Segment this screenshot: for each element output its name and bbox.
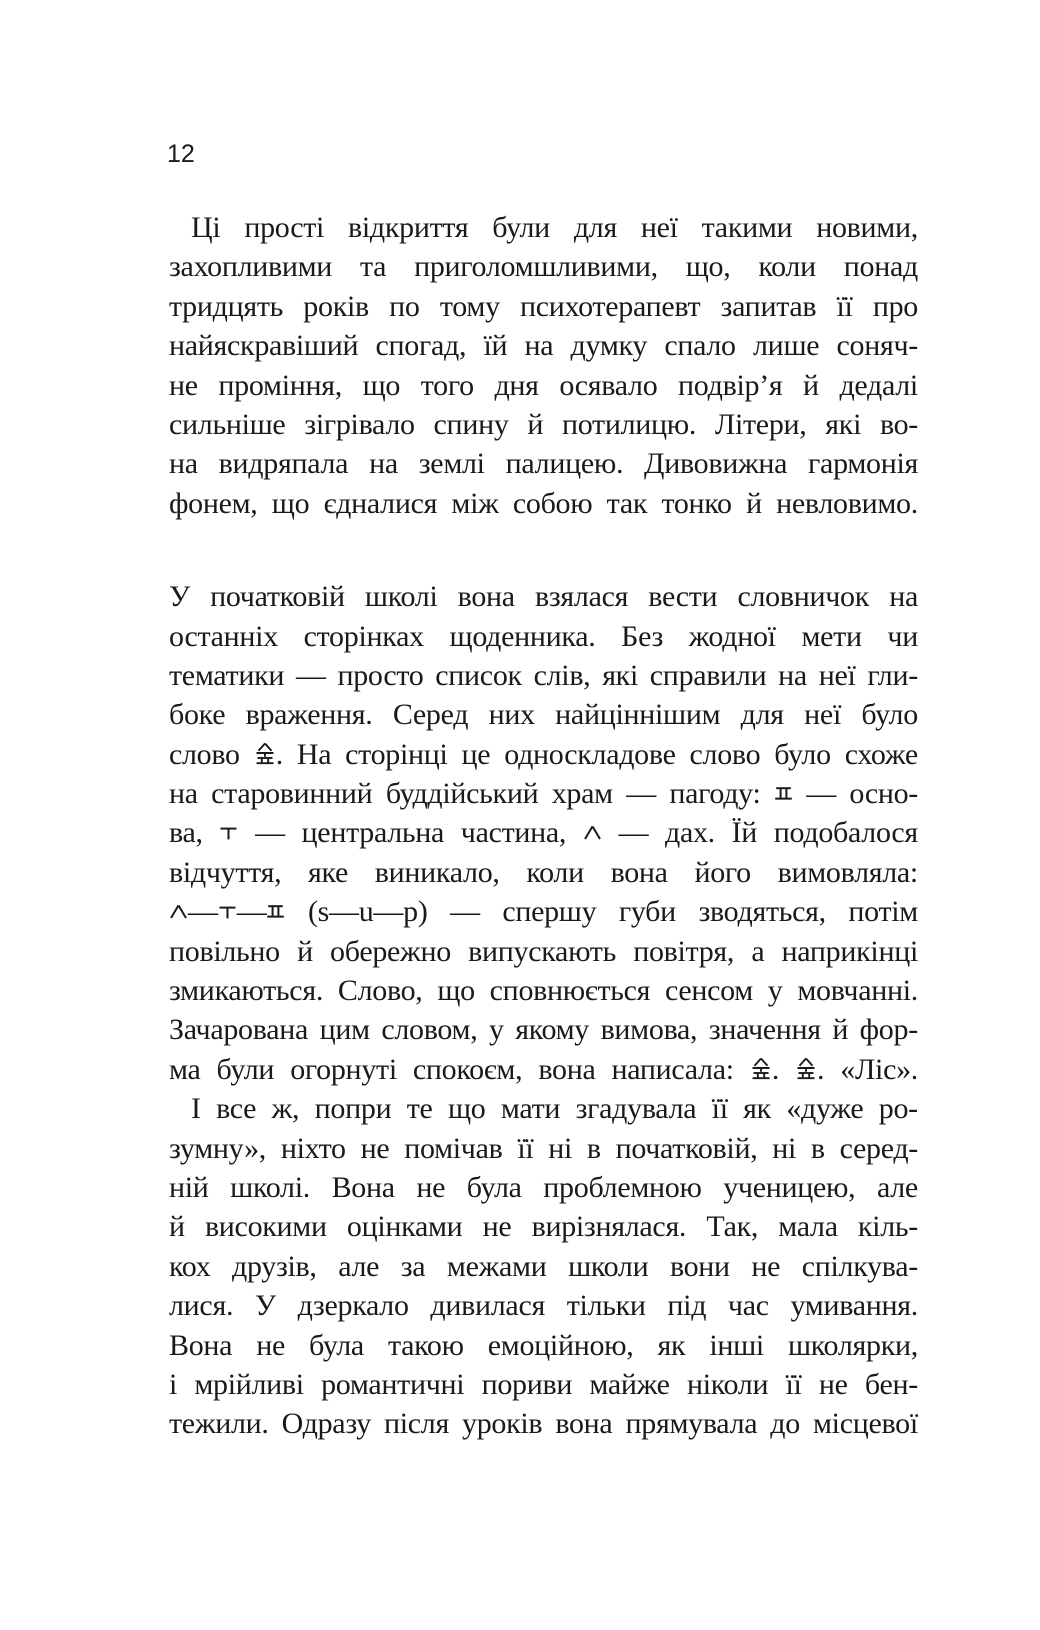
- word: зводяться,: [698, 895, 826, 929]
- word: —: [618, 816, 649, 850]
- word: було: [861, 698, 918, 732]
- word: зумну»,: [169, 1131, 267, 1165]
- word: сторінці: [345, 737, 448, 771]
- word: тонко: [661, 486, 732, 520]
- word: центральна: [301, 816, 445, 850]
- word: повільно: [169, 934, 280, 968]
- word: цим: [319, 1013, 370, 1047]
- word: не: [169, 368, 198, 402]
- word: неї: [640, 211, 678, 244]
- text-line: [169, 577, 918, 616]
- word: видряпала: [218, 447, 349, 481]
- word: й: [746, 486, 762, 520]
- word: тематики: [169, 658, 285, 692]
- word: за: [400, 1249, 426, 1283]
- word: й: [527, 407, 544, 441]
- word: такою: [387, 1328, 464, 1362]
- word: в: [586, 1131, 601, 1165]
- text-line: [169, 326, 918, 365]
- word: них: [488, 698, 535, 732]
- text-line: [169, 366, 918, 405]
- word: словничок: [737, 580, 870, 614]
- word: й: [169, 1210, 185, 1244]
- word: а: [751, 934, 765, 968]
- word: вони: [669, 1249, 730, 1283]
- word: невловимо.: [776, 486, 918, 520]
- word: по: [389, 289, 420, 323]
- word: спину: [433, 407, 509, 441]
- word: [219, 813, 238, 852]
- word: приголомшливими,: [414, 250, 658, 284]
- word: написала:: [611, 1052, 734, 1086]
- word: відчуття,: [169, 855, 282, 889]
- text-line: [169, 1168, 918, 1207]
- word: гли-: [867, 658, 918, 692]
- word: вона: [538, 1052, 596, 1086]
- word: Ці: [191, 211, 221, 244]
- word: сповнюється: [489, 974, 651, 1008]
- word: були: [216, 1052, 275, 1086]
- word: майже: [589, 1367, 670, 1401]
- word: для: [740, 698, 784, 732]
- text-line: [169, 405, 918, 444]
- word: все: [216, 1092, 257, 1126]
- word: словом,: [381, 1013, 478, 1047]
- word: значення: [708, 1013, 821, 1047]
- word: вирізнялася.: [531, 1210, 687, 1244]
- word: дах.: [665, 816, 715, 850]
- word: єдналися: [323, 486, 438, 520]
- word: попри: [314, 1092, 392, 1126]
- word: сильніше: [169, 407, 286, 441]
- word: була: [309, 1328, 364, 1362]
- word: понад: [843, 250, 918, 284]
- word: .: [795, 1050, 824, 1089]
- word: на: [369, 447, 398, 481]
- word: во-: [879, 407, 918, 441]
- word: спокоєм,: [412, 1052, 523, 1086]
- word: якому: [515, 1013, 589, 1047]
- hangul-syllable-sup-glyph: [750, 1057, 772, 1080]
- word: випускають: [468, 934, 616, 968]
- word: лися.: [169, 1289, 234, 1323]
- word: згадувала: [575, 1092, 697, 1126]
- text-line: [169, 1326, 918, 1365]
- word: які: [825, 407, 862, 441]
- word: проміння,: [218, 368, 342, 402]
- word: спало: [664, 329, 736, 363]
- word: що: [437, 974, 475, 1008]
- word: які: [602, 658, 638, 692]
- word: у: [767, 974, 783, 1008]
- paragraph: [169, 208, 918, 523]
- hangul-jamo-s-glyph: [583, 825, 602, 840]
- word: Одразу: [281, 1407, 371, 1441]
- word: було: [774, 737, 831, 771]
- word: але: [338, 1249, 380, 1283]
- hangul-jamo-u-glyph: [219, 825, 238, 840]
- word: — —: [169, 892, 285, 931]
- text-line: [169, 247, 918, 286]
- hangul-jamo-p-glyph: [266, 904, 285, 919]
- word: «дуже: [786, 1092, 864, 1126]
- text-line: [169, 1010, 918, 1049]
- word: про: [872, 289, 918, 323]
- word: що: [362, 368, 401, 402]
- word: враження.: [245, 698, 373, 732]
- word: його: [694, 855, 751, 889]
- word: коли: [526, 855, 584, 889]
- word: не: [818, 1367, 848, 1401]
- word: слово: [169, 737, 240, 771]
- word: землі: [418, 447, 485, 481]
- word: її: [836, 289, 853, 323]
- word: На: [296, 737, 332, 771]
- text-line: [169, 1129, 918, 1168]
- word: Їй: [731, 816, 758, 850]
- word: на: [169, 447, 198, 481]
- word: проблемною: [543, 1170, 702, 1204]
- hangul-jamo-s-glyph: [169, 904, 188, 919]
- word: початковій,: [615, 1131, 758, 1165]
- word: бен-: [864, 1367, 918, 1401]
- word: змикаються.: [169, 974, 324, 1008]
- word: слів,: [533, 658, 591, 692]
- word: інші: [709, 1328, 764, 1362]
- word: це: [461, 737, 491, 771]
- word: місцевої: [813, 1407, 918, 1441]
- word: Вона: [169, 1328, 233, 1362]
- word: але: [876, 1170, 918, 1204]
- text-line: [169, 484, 918, 523]
- word: оцінками: [346, 1210, 463, 1244]
- word: фор-: [859, 1013, 918, 1047]
- word: те: [406, 1092, 433, 1126]
- word: школи: [568, 1249, 649, 1283]
- word: огорнуті: [290, 1052, 397, 1086]
- word: її: [785, 1367, 802, 1401]
- hangul-jamo-u-glyph: [218, 904, 237, 919]
- word: ніхто: [280, 1131, 346, 1165]
- word: час: [727, 1289, 769, 1323]
- word: вимовляла:: [777, 855, 918, 889]
- word: просто: [337, 658, 424, 692]
- word: межами: [446, 1249, 547, 1283]
- word: психотерапевт: [520, 289, 701, 323]
- word: слово: [689, 737, 761, 771]
- word: їй: [483, 329, 508, 363]
- word: фонем,: [169, 486, 258, 520]
- text-line: [169, 1207, 918, 1246]
- text-line: [169, 1247, 918, 1286]
- word: вона: [457, 580, 515, 614]
- word: осно-: [849, 777, 918, 811]
- word: кіль-: [857, 1210, 918, 1244]
- word: вона: [610, 855, 668, 889]
- text-line: [169, 735, 918, 774]
- page-number: 12: [167, 140, 195, 168]
- word: старовинний: [211, 777, 373, 811]
- word: Дивовижна: [644, 447, 788, 481]
- word: мети: [801, 619, 862, 653]
- word: ро-: [878, 1092, 918, 1126]
- word: Так,: [706, 1210, 759, 1244]
- word: ма: [169, 1052, 201, 1086]
- word: собою: [512, 486, 593, 520]
- word: дивилася: [430, 1289, 545, 1323]
- text-line: [169, 892, 918, 931]
- word: обережно: [330, 934, 451, 968]
- word: ученицею,: [723, 1170, 856, 1204]
- word: емоційною,: [487, 1328, 634, 1362]
- word: на: [889, 580, 918, 614]
- word: потім: [848, 895, 918, 929]
- word: жодної: [688, 619, 776, 653]
- word: прямувала: [625, 1407, 758, 1441]
- hangul-jamo-p-glyph: [774, 786, 793, 801]
- word: що: [271, 486, 310, 520]
- word: (s—u—p): [307, 895, 428, 929]
- word: неї: [804, 698, 841, 732]
- word: й: [832, 1013, 849, 1047]
- word: серед-: [839, 1131, 918, 1165]
- word: Без: [621, 619, 664, 653]
- word: запитав: [720, 289, 817, 323]
- word: взялася: [534, 580, 629, 614]
- word: для: [573, 211, 617, 244]
- word: ніколи: [686, 1367, 769, 1401]
- word: відкриття: [348, 211, 469, 244]
- word: тому: [439, 289, 500, 323]
- word: в: [810, 1131, 825, 1165]
- text-line: [169, 1404, 918, 1443]
- word: того: [420, 368, 474, 402]
- word: не: [416, 1170, 446, 1204]
- word: між: [451, 486, 499, 520]
- word: [583, 813, 602, 852]
- word: —: [295, 658, 326, 692]
- word: найціннішим: [555, 698, 721, 732]
- word: мрійливі: [194, 1367, 304, 1401]
- word: палицею.: [505, 447, 624, 481]
- word: частина,: [460, 816, 567, 850]
- word: боке: [169, 698, 226, 732]
- word: на: [169, 777, 198, 811]
- text-line: [169, 444, 918, 483]
- word: буддійський: [385, 777, 539, 811]
- word: Слово,: [337, 974, 423, 1008]
- text-line: [169, 695, 918, 734]
- word: що,: [685, 250, 731, 284]
- word: романтичні: [321, 1367, 465, 1401]
- word: ж,: [271, 1092, 300, 1126]
- word: список: [435, 658, 522, 692]
- word: губи: [618, 895, 676, 929]
- word: дедалі: [839, 368, 918, 402]
- word: осявало: [559, 368, 658, 402]
- word: ній: [169, 1170, 209, 1204]
- word: ні: [548, 1131, 573, 1165]
- text-line: [169, 932, 918, 971]
- word: й: [297, 934, 313, 968]
- word: й: [803, 368, 819, 402]
- word: високими: [204, 1210, 327, 1244]
- word: наприкінці: [781, 934, 918, 968]
- paragraph: [169, 577, 918, 1089]
- word: У: [169, 580, 190, 614]
- text-line: [169, 971, 918, 1010]
- word: —: [806, 777, 836, 811]
- word: як: [743, 1092, 771, 1126]
- word: Вона: [331, 1170, 395, 1204]
- word: захопливими: [169, 250, 333, 284]
- word: І: [191, 1092, 201, 1126]
- word: прості: [244, 211, 325, 244]
- word: односкладове: [504, 737, 676, 771]
- word: храм: [551, 777, 613, 811]
- word: сенсом: [664, 974, 753, 1008]
- word: [774, 774, 793, 813]
- text-line: [169, 813, 918, 852]
- word: її: [517, 1131, 534, 1165]
- word: початковій: [210, 580, 345, 614]
- word: вести: [648, 580, 718, 614]
- word: коли: [758, 250, 816, 284]
- word: умивання.: [790, 1289, 918, 1323]
- word: ва,: [169, 816, 203, 850]
- text-line: [169, 1286, 918, 1325]
- word: ні: [772, 1131, 797, 1165]
- word: так: [606, 486, 648, 520]
- word: не: [751, 1249, 781, 1283]
- word: тридцять: [169, 289, 284, 323]
- word: не: [256, 1328, 285, 1362]
- text-line: [169, 1365, 918, 1404]
- word: вона: [555, 1407, 613, 1441]
- text-line: [169, 774, 918, 813]
- word: не: [360, 1131, 390, 1165]
- word: мати: [500, 1092, 561, 1126]
- word: Зачарована: [169, 1013, 309, 1047]
- word: неї: [818, 658, 856, 692]
- word: повітря,: [633, 934, 735, 968]
- word: спершу: [502, 895, 597, 929]
- word: друзів,: [231, 1249, 317, 1283]
- word: помічав: [404, 1131, 503, 1165]
- word: пагоду:: [669, 777, 761, 811]
- text-line: [169, 287, 918, 326]
- word: подобалося: [773, 816, 918, 850]
- word: щоденника.: [449, 619, 596, 653]
- word: яке: [308, 855, 349, 889]
- word: Літери,: [714, 407, 807, 441]
- word: як: [657, 1328, 686, 1362]
- word: під: [667, 1289, 707, 1323]
- word: схоже: [844, 737, 918, 771]
- word: подвір’я: [678, 368, 783, 402]
- word: і: [169, 1367, 178, 1401]
- word: останніх: [169, 619, 278, 653]
- word: мовчанні.: [797, 974, 918, 1008]
- word: новими,: [816, 211, 918, 244]
- word: школі.: [230, 1170, 310, 1204]
- word: у: [488, 1013, 504, 1047]
- text-line: [169, 208, 918, 247]
- word: —: [626, 777, 656, 811]
- word: школі: [364, 580, 438, 614]
- word: У: [254, 1289, 276, 1323]
- word: спілкува-: [801, 1249, 918, 1283]
- word: вимова,: [600, 1013, 698, 1047]
- word: потилицю.: [561, 407, 697, 441]
- text-line: [169, 1050, 918, 1089]
- word: мала: [778, 1210, 838, 1244]
- word: на: [524, 329, 554, 363]
- word: років: [303, 289, 369, 323]
- word: виникало,: [374, 855, 500, 889]
- word: до: [770, 1407, 800, 1441]
- hangul-syllable-sup-glyph: [254, 742, 276, 765]
- word: .: [750, 1050, 779, 1089]
- word: та: [359, 250, 387, 284]
- word: зігрівало: [304, 407, 415, 441]
- word: такими: [701, 211, 793, 244]
- text-line: [169, 656, 918, 695]
- word: соняч-: [836, 329, 918, 363]
- word: не: [482, 1210, 512, 1244]
- word: школярки,: [787, 1328, 918, 1362]
- word: була: [466, 1170, 522, 1204]
- word: «Ліс».: [840, 1052, 918, 1086]
- word: сторінках: [303, 619, 424, 653]
- word: її: [711, 1092, 728, 1126]
- word: думку: [570, 329, 648, 363]
- word: .: [254, 735, 283, 774]
- text-line: [169, 1089, 918, 1128]
- text-line: [169, 853, 918, 892]
- word: Серед: [392, 698, 469, 732]
- paragraph: [169, 1089, 918, 1444]
- word: —: [255, 816, 285, 850]
- text-line: [169, 617, 918, 656]
- word: дня: [494, 368, 539, 402]
- word: тільки: [566, 1289, 646, 1323]
- word: спогад,: [375, 329, 467, 363]
- word: гармонія: [808, 447, 918, 481]
- word: дзеркало: [297, 1289, 409, 1323]
- word: кох: [169, 1249, 211, 1283]
- word: після: [383, 1407, 449, 1441]
- word: тежили.: [169, 1407, 269, 1441]
- word: на: [778, 658, 807, 692]
- word: були: [492, 211, 550, 244]
- word: лише: [753, 329, 820, 363]
- word: справили: [649, 658, 767, 692]
- word: що: [447, 1092, 486, 1126]
- text-block: [169, 208, 918, 1444]
- word: пориви: [481, 1367, 573, 1401]
- word: чи: [887, 619, 918, 653]
- word: —: [450, 895, 480, 929]
- word: уроків: [462, 1407, 543, 1441]
- word: найяскравіший: [169, 329, 359, 363]
- hangul-syllable-sup-glyph: [795, 1057, 817, 1080]
